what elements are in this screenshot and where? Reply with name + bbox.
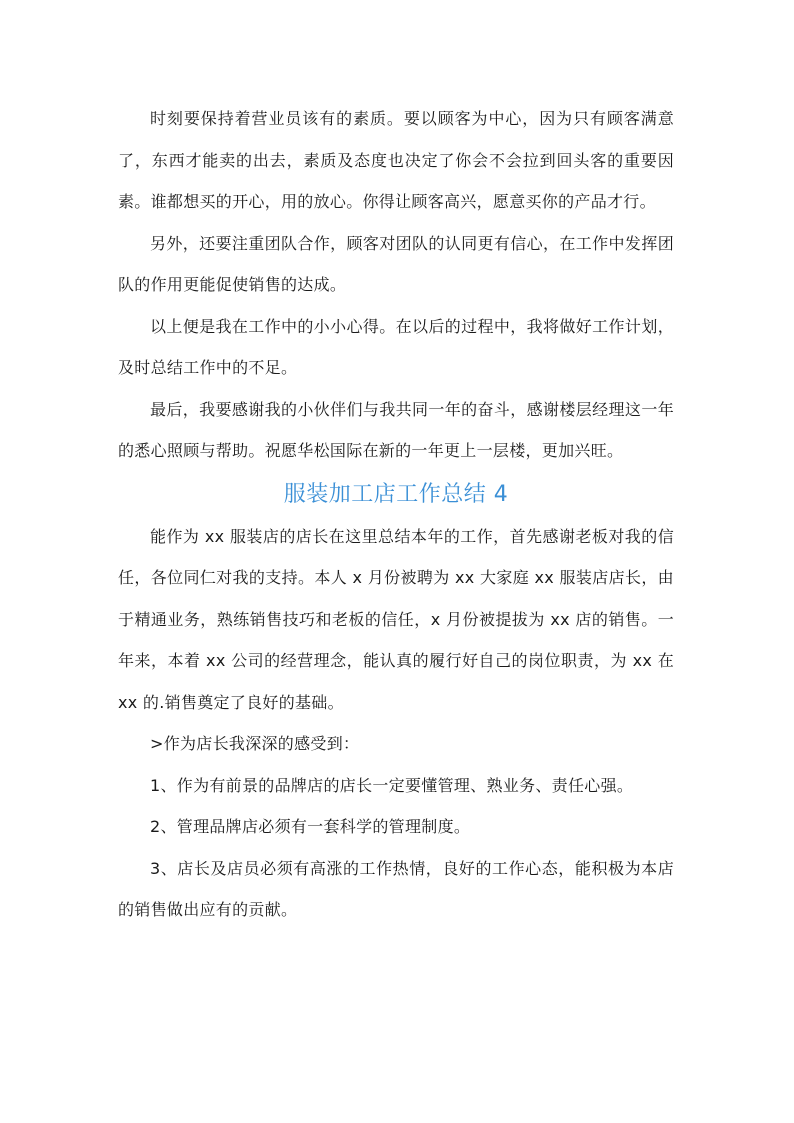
paragraph-feelings-lead: >作为店长我深深的感受到： bbox=[150, 734, 360, 753]
list-item-3: 3、店长及店员必须有高涨的工作热情，良好的工作心态，能积极为本店的销售做出应有的贡献。 bbox=[118, 858, 674, 919]
list-item-1: 1、作为有前景的品牌店的店长一定要懂管理、熟业务、责任心强。 bbox=[150, 775, 634, 795]
paragraph-service-quality: 时刻要保持着营业员该有的素质。要以顾客为中心，因为只有顾客满意了，东西才能卖的出去，素质及态度也决定了你会不会拉到回头客的重要因素。谁都想买的开心，用的放心。你得让顾客高兴，愿意买你的产品才行。 bbox=[118, 109, 674, 211]
paragraph-thanks: 最后，我要感谢我的小伙伴们与我共同一年的奋斗，感谢楼层经理这一年的悉心照顾与帮助。祝愿华松国际在新的一年更上一层楼，更加兴旺。 bbox=[118, 399, 674, 460]
paragraph-store-manager-intro: 能作为 xx 服装店的店长在这里总结本年的工作，首先感谢老板对我的信任，各位同仁对我的支持。本人 x 月份被聘为 xx 大家庭 xx 服装店店长，由于精通业务，熟练销售技巧和老板的信任，x 月份被提拔为 xx 店的销售。一年来，本着 xx 公司的经营理念，能认真的履行好自己的岗位职责，为 xx 在 xx 的.销售奠定了良好的基础。 bbox=[118, 526, 674, 712]
section-title: 服装加工店工作总结 4 bbox=[283, 481, 509, 507]
document-body bbox=[118, 98, 674, 931]
paragraph-teamwork: 另外，还要注重团队合作，顾客对团队的认同更有信心，在工作中发挥团队的作用更能促使销售的达成。 bbox=[118, 233, 674, 294]
list-item-2: 2、管理品牌店必须有一套科学的管理制度。 bbox=[150, 817, 471, 836]
paragraph-experience: 以上便是我在工作中的小小心得。在以后的过程中，我将做好工作计划，及时总结工作中的不足。 bbox=[118, 316, 674, 377]
